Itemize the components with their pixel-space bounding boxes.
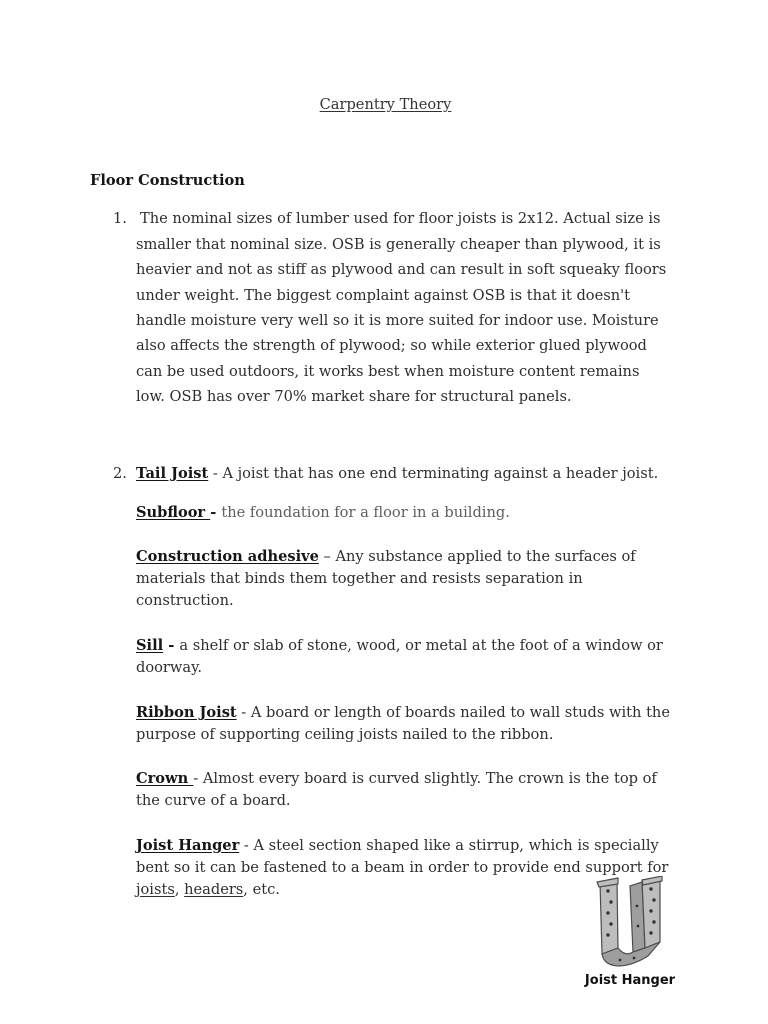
definition-text: - Almost every board is curved slightly. The crown is the top of the curve of a board. [136,770,657,809]
figure-caption: Joist Hanger [584,973,676,988]
definition-text: - A joist that has one end terminating against a header joist. [208,465,659,482]
term-construction-adhesive: Construction adhesive [136,548,319,565]
term-ribbon-joist: Ribbon Joist [136,704,237,721]
term-subfloor: Subfloor [136,504,211,521]
document-title [0,95,768,115]
link-headers[interactable]: headers [184,881,244,898]
definition-sill [136,635,746,679]
joist-hanger-icon [590,876,674,970]
definition-ribbon-joist [136,702,746,745]
term-separator: - [163,637,180,654]
definition-crown [136,768,746,812]
definition-text: - A board or length of boards nailed to wall studs with the purpose of supporting ceiling joists nailed to the ribbon. [136,704,670,743]
document-title-text: Carpentry Theory [319,96,452,113]
definition-subfloor [136,502,746,524]
term-separator: - [210,504,222,521]
joist-hanger-illustration [590,876,674,970]
definition-text: the foundation for a floor in a building. [221,504,510,521]
definition-construction-adhesive [136,546,746,612]
list-number-1: 1. [113,210,127,228]
list-item-lumber-sizes: The nominal sizes of lumber used for floor joists is 2x12. Actual size is smaller that nominal size. OSB is generally cheaper than plywood, it is heavier and not as stiff as plywood and can result in soft squeaky floors under weight. The biggest complaint against OSB is that it doesn't handle moisture very well so it is more suited for indoor use. Moisture also affects the strength of plywood; so while exterior glued plywood can be used outdoors, it works best when moisture content remains low. OSB has over 70% market share for structural panels. [136,210,667,406]
definition-text: a shelf or slab of stone, wood, or metal at the foot of a window or doorway. [136,637,663,676]
term-joist-hanger: Joist Hanger [136,837,240,854]
section-heading: Floor Construction [90,172,245,189]
link-separator: , [174,881,185,898]
list-number-2: 2. [113,465,127,482]
term-crown: Crown [136,770,194,787]
definition-text: - A steel section shaped like a stirrup, which is specially bent so it can be fastened to a beam in order to provide end support for [136,837,669,876]
definition-tail-joist [136,463,746,485]
link-joists[interactable]: joists [136,881,175,898]
term-sill: Sill [136,637,164,654]
definition-tail: , etc. [243,881,280,898]
definition-text: – Any substance applied to the surfaces of materials that binds them together and resists separation in construction. [136,548,636,609]
term-tail-joist: Tail Joist [136,465,209,482]
